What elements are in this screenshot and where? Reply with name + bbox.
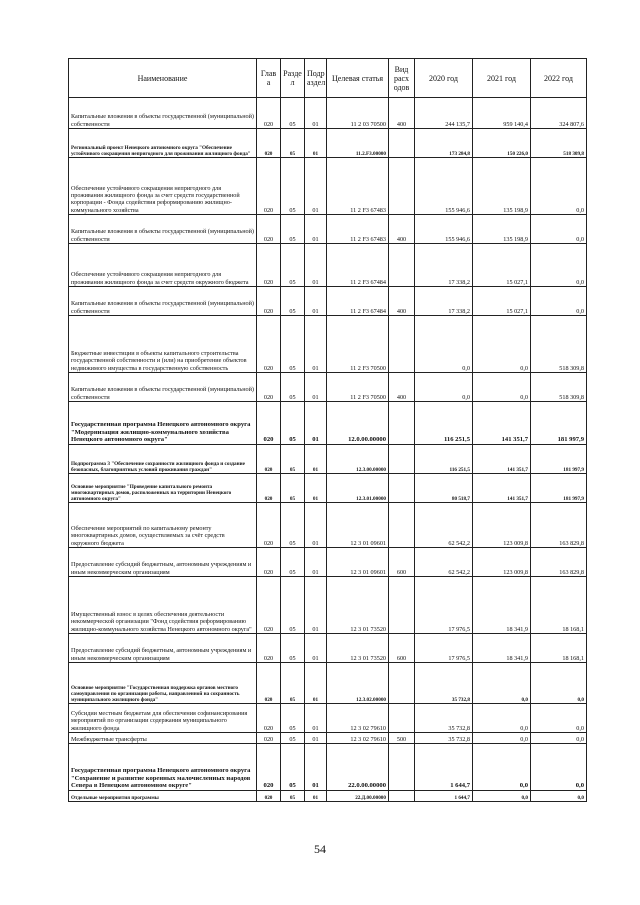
row-vid	[389, 244, 415, 287]
row-2020: 62 542,2	[415, 503, 473, 548]
row-2021: 0,0	[473, 316, 531, 373]
row-razdel: 05	[281, 733, 305, 744]
row-2020: 173 284,8	[415, 129, 473, 158]
row-2021: 141 351,7	[473, 445, 531, 474]
row-glava: 020	[257, 503, 281, 548]
row-podrazdel: 01	[305, 445, 327, 474]
row-razdel: 05	[281, 316, 305, 373]
row-glava: 020	[257, 158, 281, 215]
row-razdel: 05	[281, 98, 305, 129]
row-razdel: 05	[281, 129, 305, 158]
header-2021: 2021 год	[473, 59, 531, 98]
table-row	[69, 129, 587, 158]
row-glava: 020	[257, 287, 281, 316]
header-podrazdel: Подр аздел	[305, 59, 327, 98]
row-name: Бюджетные инвестиции в объекты капитального строительства государственной собственности и (или) на приобретение объектов недвижимого имущества в государственную собственность	[69, 316, 257, 373]
row-statya: 11 2 F3 67483	[327, 215, 389, 244]
row-podrazdel: 01	[305, 577, 327, 634]
row-name: Капитальные вложения в объекты государственной (муниципальной) собственности	[69, 373, 257, 402]
row-name: Подпрограмма 3 "Обеспечение сохранности жилищного фонда и создание безопасных, благоприятных условий проживания граждан"	[69, 445, 257, 474]
row-podrazdel: 01	[305, 704, 327, 733]
row-name: Капитальные вложения в объекты государственной (муниципальной) собственности	[69, 287, 257, 316]
row-glava: 020	[257, 704, 281, 733]
row-2020: 35 732,8	[415, 663, 473, 704]
row-2022: 18 168,1	[531, 577, 587, 634]
row-vid	[389, 158, 415, 215]
row-glava: 020	[257, 733, 281, 744]
row-vid: 400	[389, 215, 415, 244]
row-statya: 12.0.00.00000	[327, 402, 389, 445]
row-name: Предоставление субсидий бюджетным, автономным учреждениям и иным некоммерческим организациям	[69, 548, 257, 577]
row-2020: 155 946,6	[415, 215, 473, 244]
row-razdel: 05	[281, 474, 305, 503]
row-2020: 116 251,5	[415, 445, 473, 474]
row-name: Субсидии местным бюджетам для обеспечения софинансирования мероприятий по организации содержания муниципального жилищного фонда	[69, 704, 257, 733]
row-name: Обеспечение мероприятий по капитальному ремонту многоквартирных домов, осуществляемых за счёт средств окружного бюджета	[69, 503, 257, 548]
row-statya: 22.0.00.00000	[327, 744, 389, 791]
header-2020: 2020 год	[415, 59, 473, 98]
row-vid: 600	[389, 548, 415, 577]
row-2020: 0,0	[415, 373, 473, 402]
header-glava: Глав а	[257, 59, 281, 98]
row-2020: 1 644,7	[415, 744, 473, 791]
table-row	[69, 98, 587, 129]
row-podrazdel: 01	[305, 244, 327, 287]
row-name: Межбюджетные трансферты	[69, 733, 257, 744]
row-razdel: 05	[281, 215, 305, 244]
row-vid: 400	[389, 373, 415, 402]
row-2020: 155 946,6	[415, 158, 473, 215]
row-glava: 020	[257, 373, 281, 402]
row-razdel: 05	[281, 791, 305, 802]
row-vid	[389, 445, 415, 474]
row-2022: 18 168,1	[531, 634, 587, 663]
row-2022: 324 807,6	[531, 98, 587, 129]
row-2022: 0,0	[531, 215, 587, 244]
row-vid	[389, 663, 415, 704]
row-podrazdel: 01	[305, 634, 327, 663]
row-podrazdel: 01	[305, 663, 327, 704]
row-vid: 500	[389, 733, 415, 744]
row-glava: 020	[257, 445, 281, 474]
row-statya: 12 3 01 73520	[327, 634, 389, 663]
table-row	[69, 158, 587, 215]
row-2022: 181 997,9	[531, 402, 587, 445]
row-razdel: 05	[281, 663, 305, 704]
row-glava: 020	[257, 244, 281, 287]
row-statya: 12.3.01.00000	[327, 474, 389, 503]
row-name: Основное мероприятие "Проведение капитального ремонта многоквартирных домов, расположенных на территории Ненецкого автономного округа"	[69, 474, 257, 503]
row-2020: 17 976,5	[415, 634, 473, 663]
row-podrazdel: 01	[305, 474, 327, 503]
row-glava: 020	[257, 215, 281, 244]
row-podrazdel: 01	[305, 316, 327, 373]
row-2021: 0,0	[473, 704, 531, 733]
row-2020: 0,0	[415, 316, 473, 373]
table-row	[69, 791, 587, 802]
table-row	[69, 373, 587, 402]
row-razdel: 05	[281, 577, 305, 634]
row-podrazdel: 01	[305, 744, 327, 791]
header-2022: 2022 год	[531, 59, 587, 98]
row-2022: 163 829,8	[531, 548, 587, 577]
row-razdel: 05	[281, 744, 305, 791]
table-row	[69, 744, 587, 791]
row-2021: 0,0	[473, 791, 531, 802]
row-statya: 12 3 01 73520	[327, 577, 389, 634]
table-row	[69, 663, 587, 704]
row-2021: 0,0	[473, 373, 531, 402]
row-razdel: 05	[281, 287, 305, 316]
table-row	[69, 244, 587, 287]
row-podrazdel: 01	[305, 402, 327, 445]
row-2022: 0,0	[531, 244, 587, 287]
row-2020: 244 135,7	[415, 98, 473, 129]
row-statya: 12 3 02 79610	[327, 733, 389, 744]
header-razdel: Разде л	[281, 59, 305, 98]
row-vid	[389, 744, 415, 791]
row-2022: 518 309,8	[531, 316, 587, 373]
row-razdel: 05	[281, 704, 305, 733]
row-vid	[389, 316, 415, 373]
row-vid	[389, 402, 415, 445]
row-glava: 020	[257, 744, 281, 791]
row-2020: 35 732,8	[415, 704, 473, 733]
row-2020: 80 518,7	[415, 474, 473, 503]
row-glava: 020	[257, 98, 281, 129]
row-2021: 141 351,7	[473, 402, 531, 445]
row-name: Основное мероприятие "Государственная поддержка органов местного самоуправления по организации работы, направленной на сохранность муниципального жилищного фонда"	[69, 663, 257, 704]
row-statya: 12 3 01 09601	[327, 503, 389, 548]
row-name: Обеспечение устойчивого сокращения непригодного для проживания жилищного фонда за счет средств окружного бюджета	[69, 244, 257, 287]
table-row	[69, 287, 587, 316]
table-row	[69, 548, 587, 577]
table-row	[69, 704, 587, 733]
row-statya: 12.3.02.00000	[327, 663, 389, 704]
row-statya: 11.2.F3.00000	[327, 129, 389, 158]
row-razdel: 05	[281, 634, 305, 663]
row-glava: 020	[257, 474, 281, 503]
row-podrazdel: 01	[305, 215, 327, 244]
row-2022: 0,0	[531, 791, 587, 802]
table-header-row	[69, 59, 587, 98]
row-2021: 123 009,8	[473, 503, 531, 548]
row-2021: 15 027,1	[473, 287, 531, 316]
row-2020: 17 338,2	[415, 244, 473, 287]
row-2022: 163 829,8	[531, 503, 587, 548]
table-row	[69, 634, 587, 663]
row-name: Государственная программа Ненецкого автономного округа "Модернизация жилищно-коммунального хозяйства Ненецкого автономного округа"	[69, 402, 257, 445]
row-vid	[389, 704, 415, 733]
row-glava: 020	[257, 791, 281, 802]
row-name: Имущественный взнос в целях обеспечения деятельности некоммерческой организации "Фонд содействия реформированию жилищно-коммунального хозяйства Ненецкого автономного округа"	[69, 577, 257, 634]
row-name: Предоставление субсидий бюджетным, автономным учреждениям и иным некоммерческим организациям	[69, 634, 257, 663]
row-razdel: 05	[281, 373, 305, 402]
row-2022: 181 997,9	[531, 474, 587, 503]
row-vid	[389, 474, 415, 503]
row-2022: 181 997,9	[531, 445, 587, 474]
row-vid: 600	[389, 634, 415, 663]
table-row	[69, 215, 587, 244]
row-2021: 18 341,9	[473, 634, 531, 663]
row-razdel: 05	[281, 244, 305, 287]
row-2021: 135 198,9	[473, 158, 531, 215]
row-podrazdel: 01	[305, 548, 327, 577]
row-name: Капитальные вложения в объекты государственной (муниципальной) собственности	[69, 215, 257, 244]
row-podrazdel: 01	[305, 791, 327, 802]
row-glava: 020	[257, 634, 281, 663]
row-2022: 0,0	[531, 733, 587, 744]
row-name: Региональный проект Ненецкого автономного округа "Обеспечение устойчивого сокращения непригодного для проживания жилищного фонда"	[69, 129, 257, 158]
row-statya: 12 3 01 09601	[327, 548, 389, 577]
row-vid	[389, 129, 415, 158]
budget-table	[68, 58, 587, 802]
row-2020: 35 732,8	[415, 733, 473, 744]
row-podrazdel: 01	[305, 733, 327, 744]
row-razdel: 05	[281, 503, 305, 548]
row-podrazdel: 01	[305, 98, 327, 129]
row-glava: 020	[257, 663, 281, 704]
row-razdel: 05	[281, 158, 305, 215]
header-vid: Вид расх одов	[389, 59, 415, 98]
row-glava: 020	[257, 577, 281, 634]
row-statya: 11 2 F3 67484	[327, 244, 389, 287]
row-podrazdel: 01	[305, 373, 327, 402]
table-row	[69, 445, 587, 474]
row-razdel: 05	[281, 445, 305, 474]
row-2022: 0,0	[531, 663, 587, 704]
row-podrazdel: 01	[305, 129, 327, 158]
row-2021: 135 198,9	[473, 215, 531, 244]
row-podrazdel: 01	[305, 158, 327, 215]
row-2022: 518 309,8	[531, 373, 587, 402]
row-2022: 0,0	[531, 287, 587, 316]
row-2020: 17 976,5	[415, 577, 473, 634]
row-2022: 518 309,8	[531, 129, 587, 158]
row-2021: 18 341,9	[473, 577, 531, 634]
row-vid	[389, 577, 415, 634]
row-2021: 15 027,1	[473, 244, 531, 287]
row-2022: 0,0	[531, 744, 587, 791]
table-row	[69, 503, 587, 548]
header-name: Наименование	[69, 59, 257, 98]
row-statya: 11 2 F3 67484	[327, 287, 389, 316]
row-statya: 11 2 03 70500	[327, 98, 389, 129]
row-statya: 11 2 F3 70500	[327, 316, 389, 373]
row-razdel: 05	[281, 402, 305, 445]
row-2020: 17 338,2	[415, 287, 473, 316]
row-2020: 62 542,2	[415, 548, 473, 577]
row-glava: 020	[257, 316, 281, 373]
header-statya: Целевая статья	[327, 59, 389, 98]
row-2021: 0,0	[473, 733, 531, 744]
row-statya: 12 3 02 79610	[327, 704, 389, 733]
row-podrazdel: 01	[305, 287, 327, 316]
table-row	[69, 577, 587, 634]
table-row	[69, 733, 587, 744]
row-vid: 400	[389, 98, 415, 129]
row-2021: 0,0	[473, 744, 531, 791]
row-name: Капитальные вложения в объекты государственной (муниципальной) собственности	[69, 98, 257, 129]
row-statya: 12.3.00.00000	[327, 445, 389, 474]
row-podrazdel: 01	[305, 503, 327, 548]
row-2022: 0,0	[531, 158, 587, 215]
page-number: 54	[314, 842, 326, 856]
row-2020: 1 644,7	[415, 791, 473, 802]
row-2020: 116 251,5	[415, 402, 473, 445]
row-vid	[389, 503, 415, 548]
table-body	[69, 98, 587, 802]
row-2021: 150 226,0	[473, 129, 531, 158]
table-row	[69, 474, 587, 503]
row-glava: 020	[257, 129, 281, 158]
row-2021: 141 351,7	[473, 474, 531, 503]
row-glava: 020	[257, 548, 281, 577]
row-name: Обеспечение устойчивого сокращения непригодного для проживания жилищного фонда за счет средств государственной корпорации - Фонда содействия реформированию жилищно-коммунального хозяйства	[69, 158, 257, 215]
row-razdel: 05	[281, 548, 305, 577]
row-vid	[389, 791, 415, 802]
row-2021: 123 009,8	[473, 548, 531, 577]
row-2021: 959 140,4	[473, 98, 531, 129]
row-statya: 11 2 F3 67483	[327, 158, 389, 215]
row-vid: 400	[389, 287, 415, 316]
table-row	[69, 402, 587, 445]
row-name: Государственная программа Ненецкого автономного округа "Сохранение и развитие коренных малочисленных народов Севера в Ненецком автономном округе"	[69, 744, 257, 791]
row-name: Отдельные мероприятия программы	[69, 791, 257, 802]
table-row	[69, 316, 587, 373]
row-2021: 0,0	[473, 663, 531, 704]
row-statya: 22.Д.00.00000	[327, 791, 389, 802]
row-statya: 11 2 F3 70500	[327, 373, 389, 402]
row-glava: 020	[257, 402, 281, 445]
row-2022: 0,0	[531, 704, 587, 733]
